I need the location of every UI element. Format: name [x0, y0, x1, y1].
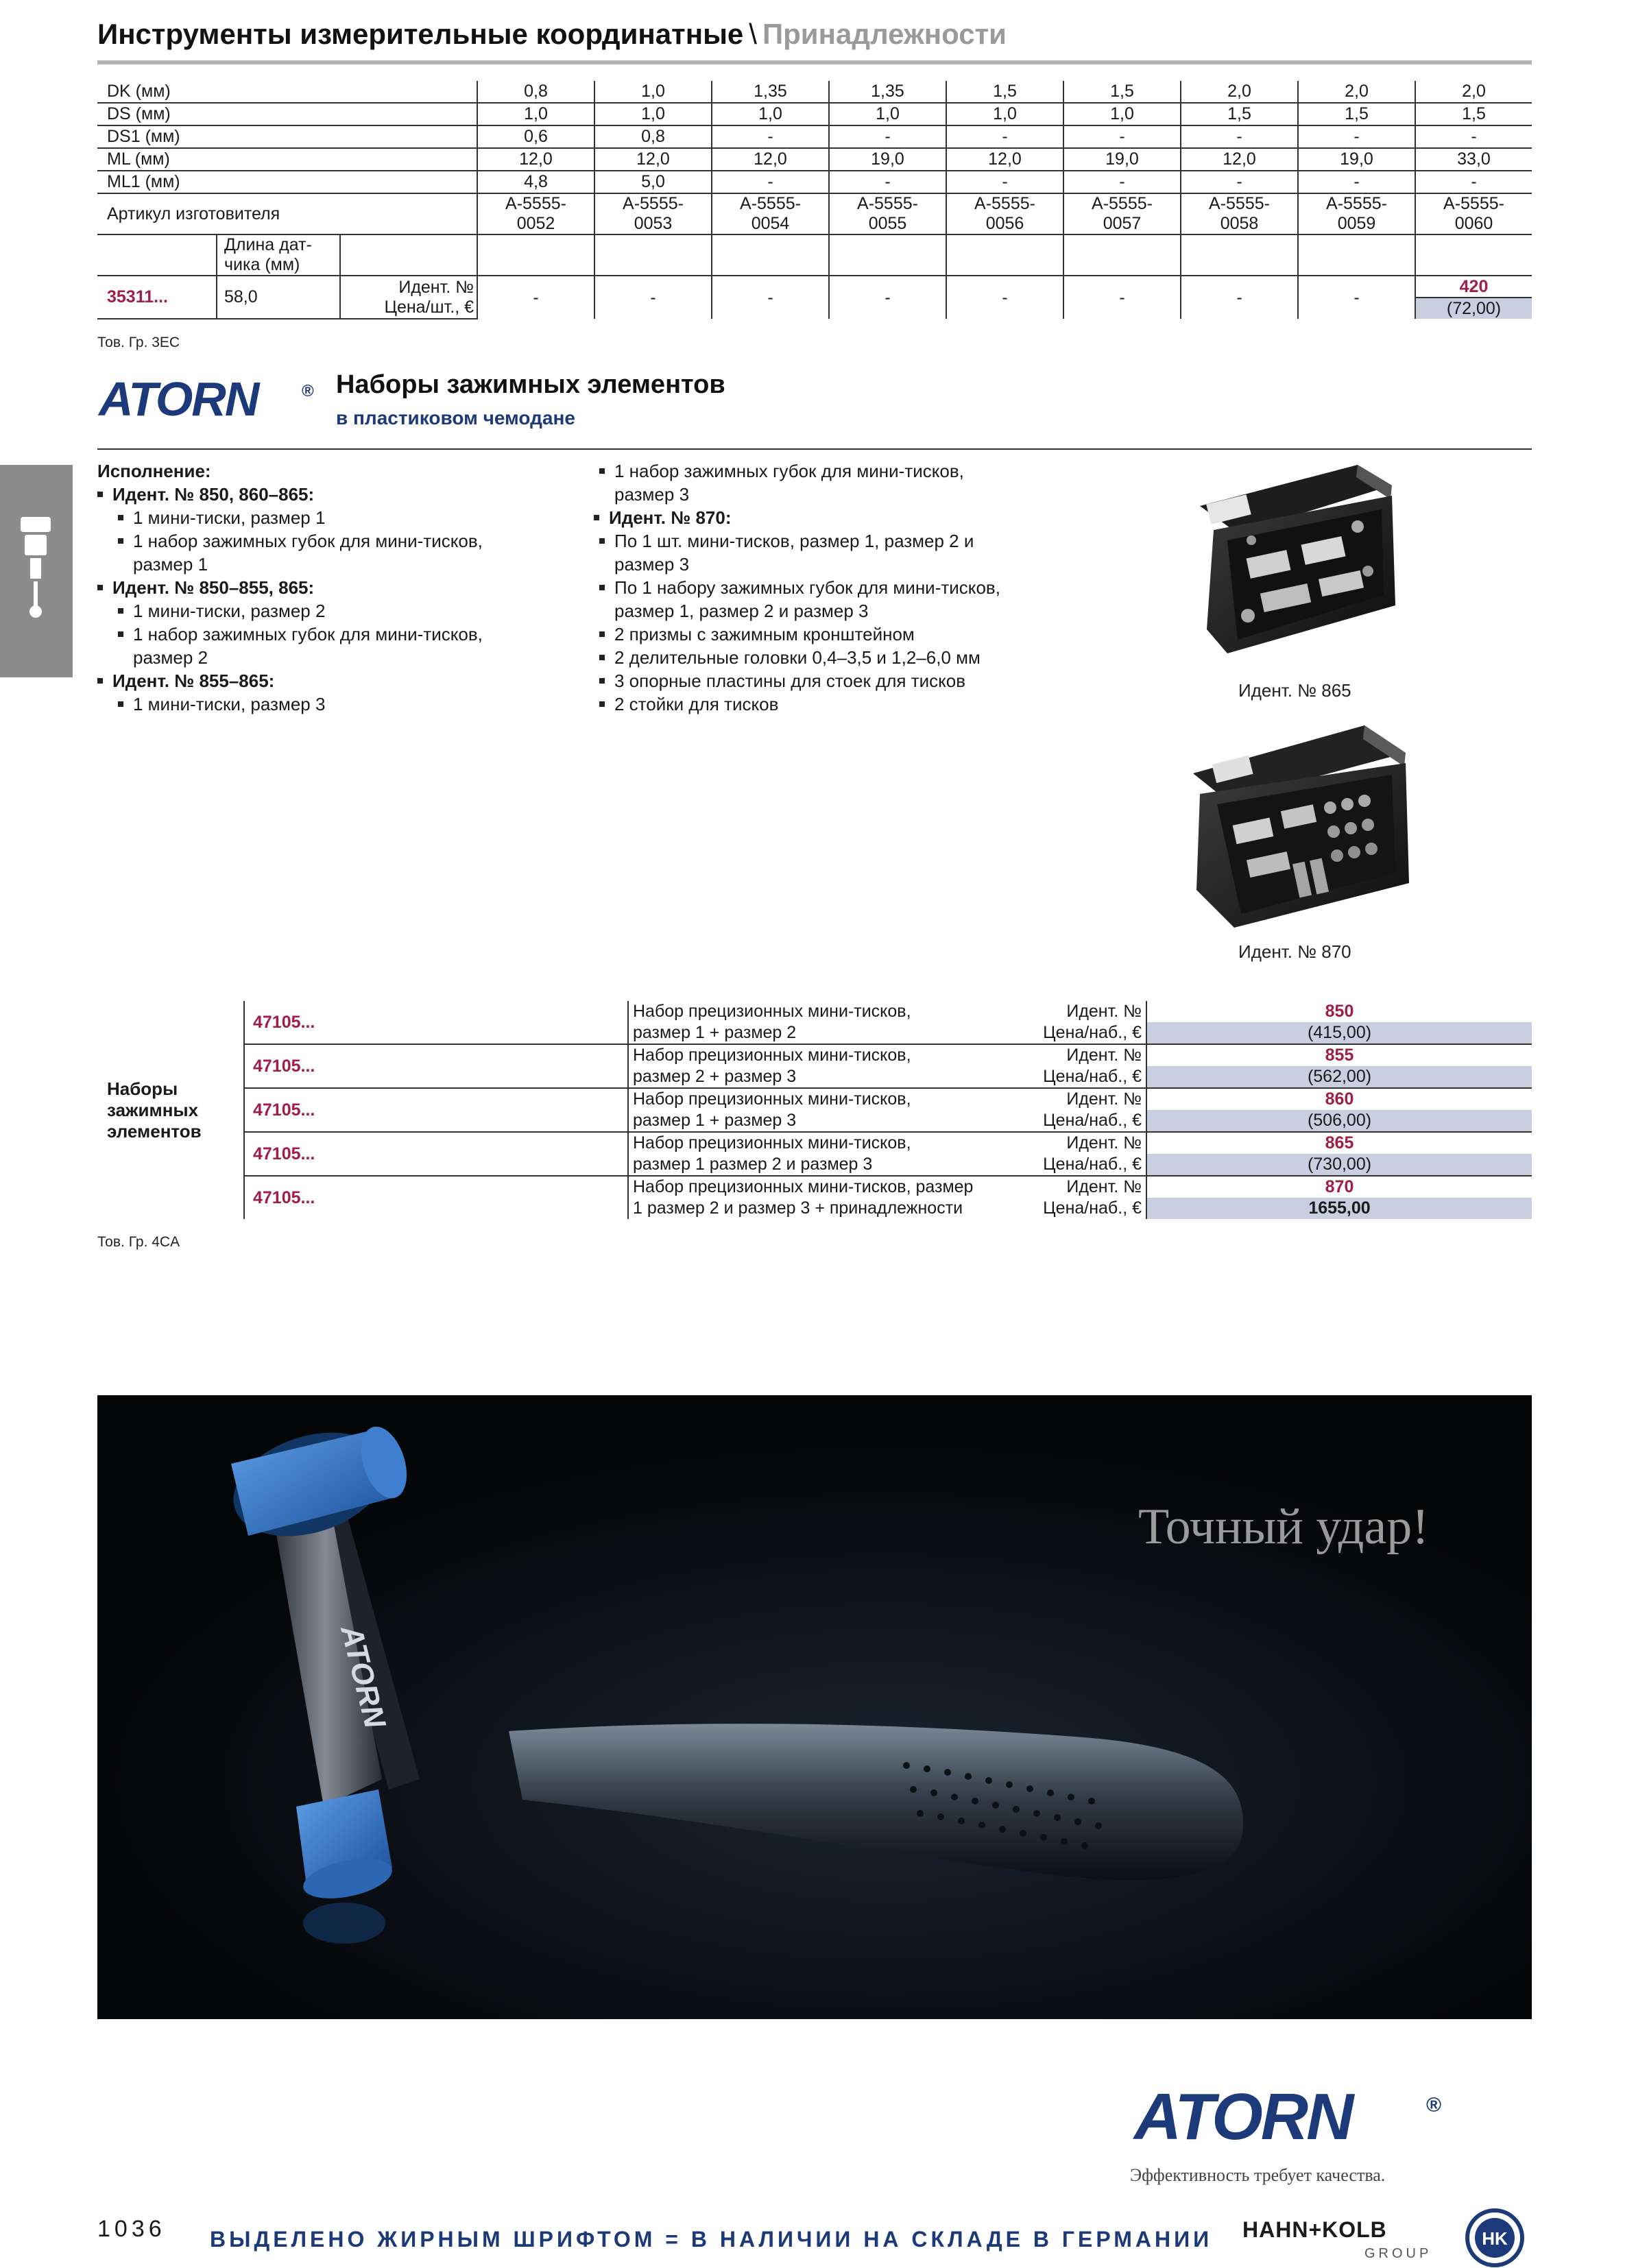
- mfr-cell: A-5555- 0056: [946, 193, 1063, 234]
- list-group-title: Идент. № 855–865:: [97, 669, 591, 692]
- spec-row-length-header: [97, 234, 1532, 276]
- atorn-logo: [97, 376, 324, 421]
- spec-cell: -: [712, 171, 829, 193]
- page-title: Инструменты измерительные координатные: [97, 18, 744, 50]
- spec-cell: 4,8: [477, 171, 594, 193]
- spec-cell: 0,8: [594, 125, 712, 148]
- banner-slogan: Точный удар!: [1138, 1499, 1429, 1555]
- spec-cell: 1,0: [1063, 103, 1181, 125]
- price-value: (730,00): [1146, 1154, 1532, 1176]
- hammer-brand-text: ATORN: [334, 1621, 392, 1732]
- list-item: По 1 набору зажимных губок для мини-тисков,: [594, 576, 1087, 599]
- image-caption: Идент. № 870: [1238, 941, 1351, 962]
- spec-cell: -: [829, 125, 946, 148]
- spec-cell: 19,0: [1063, 148, 1181, 171]
- page-header: [97, 18, 1007, 51]
- list-item: 2 призмы с зажимным кронштейном: [594, 623, 1087, 646]
- list-group-title: Идент. № 850–855, 865:: [97, 576, 591, 599]
- svg-text:ATORN: ATORN: [1134, 2084, 1352, 2147]
- ident-cell: -: [946, 276, 1063, 319]
- clamping-sets-table: [97, 1001, 1532, 1219]
- spec-cell: 0,8: [477, 81, 594, 103]
- page-subtitle: Принадлежности: [762, 18, 1007, 50]
- spec-cell: -: [946, 171, 1063, 193]
- ident-cell: -: [1181, 276, 1298, 319]
- spec-cell: -: [1298, 171, 1415, 193]
- ident-label: Идент. №: [1066, 1046, 1142, 1065]
- set-description: Набор прецизионных мини-тисков, размер: [628, 1176, 1009, 1198]
- list-item: 3 опорные пластины для стоек для тисков: [594, 669, 1087, 692]
- ident-cell: -: [477, 276, 594, 319]
- set-description: размер 2 + размер 3: [628, 1066, 1009, 1088]
- list-item: 1 мини-тиски, размер 3: [97, 692, 591, 716]
- table-row: [97, 1044, 1532, 1066]
- ident-cell: -: [594, 276, 712, 319]
- price-label: Цена/наб., €: [1009, 1022, 1146, 1044]
- list-item: 1 мини-тиски, размер 2: [97, 599, 591, 623]
- list-item-cont: размер 1, размер 2 и размер 3: [614, 601, 869, 621]
- header-separator: \: [749, 18, 757, 50]
- list-item-cont: размер 3: [614, 554, 690, 575]
- mfr-label: Артикул изготовителя: [97, 193, 477, 234]
- hahn-kolb-emblem: [1465, 2208, 1525, 2268]
- table-row: [97, 1132, 1532, 1154]
- mfr-cell: A-5555- 0054: [712, 193, 829, 234]
- spec-cell: 1,5: [1181, 103, 1298, 125]
- list-item-cont: размер 1: [133, 554, 208, 575]
- spec-row-dk: [97, 81, 1532, 103]
- mfr-cell: A-5555- 0059: [1298, 193, 1415, 234]
- spec-cell: 12,0: [712, 148, 829, 171]
- spec-cell: -: [1415, 125, 1532, 148]
- mfr-cell: A-5555- 0058: [1181, 193, 1298, 234]
- length-header: Длина дат- чика (мм): [217, 234, 340, 276]
- ident-number[interactable]: 850: [1146, 1001, 1532, 1022]
- spec-cell: -: [1181, 171, 1298, 193]
- ident-number[interactable]: 420: [1416, 276, 1532, 298]
- list-item: 2 стойки для тисков: [594, 692, 1087, 716]
- spec-cell: 19,0: [829, 148, 946, 171]
- spec-cell: 12,0: [1181, 148, 1298, 171]
- clamping-set-865-image: [1186, 458, 1406, 657]
- ident-cell: -: [1063, 276, 1181, 319]
- list-item: По 1 шт. мини-тисков, размер 1, размер 2 и: [594, 529, 1087, 553]
- ident-cell: -: [1298, 276, 1415, 319]
- section-title: Наборы зажимных элементов: [336, 370, 725, 399]
- spec-row-mfr: [97, 193, 1532, 234]
- spec-row-ml: [97, 148, 1532, 171]
- spec-cell: 1,0: [477, 103, 594, 125]
- section-subtitle: в пластиковом чемодане: [336, 407, 575, 429]
- list-item: 1 мини-тиски, размер 1: [97, 506, 591, 529]
- spec-row-article: [97, 276, 1532, 319]
- price-value: (72,00): [1416, 298, 1532, 319]
- article-number[interactable]: 47105...: [244, 1132, 628, 1176]
- page-number: 1036: [97, 2216, 166, 2242]
- stock-note: ВЫДЕЛЕНО ЖИРНЫМ ШРИФТОМ = В НАЛИЧИИ НА СКЛАДЕ В ГЕРМАНИИ: [210, 2227, 1213, 2252]
- header-rule: [97, 60, 1532, 64]
- set-description: Набор прецизионных мини-тисков,: [628, 1088, 1009, 1110]
- svg-text:®: ®: [302, 382, 314, 400]
- set-description: Набор прецизионных мини-тисков,: [628, 1132, 1009, 1154]
- spec-cell: -: [1415, 171, 1532, 193]
- mfr-cell: A-5555- 0052: [477, 193, 594, 234]
- svg-text:®: ®: [1426, 2094, 1442, 2116]
- list-heading: Исполнение:: [97, 461, 211, 481]
- spec-cell: -: [1181, 125, 1298, 148]
- hammer-banner: [97, 1395, 1532, 2019]
- versions-list-right: [594, 459, 1087, 716]
- hammer-illustration: [97, 1395, 1532, 2019]
- set-description: Набор прецизионных мини-тисков,: [628, 1044, 1009, 1066]
- price-value: 1655,00: [1146, 1198, 1532, 1219]
- spec-row-ds1: [97, 125, 1532, 148]
- company-name: HAHN+KOLB: [1242, 2217, 1387, 2242]
- ident-number[interactable]: 870: [1146, 1176, 1532, 1198]
- ident-cell: -: [829, 276, 946, 319]
- spec-cell: 5,0: [594, 171, 712, 193]
- price-value: (415,00): [1146, 1022, 1532, 1044]
- mfr-cell: A-5555- 0053: [594, 193, 712, 234]
- spec-cell: 12,0: [477, 148, 594, 171]
- spec-cell: -: [1063, 125, 1181, 148]
- ident-label: Идент. №: [1066, 1089, 1142, 1109]
- price-value: (506,00): [1146, 1110, 1532, 1132]
- table-row: [97, 1088, 1532, 1110]
- list-group-title: Идент. № 870:: [594, 506, 1087, 529]
- spec-cell: -: [1063, 171, 1181, 193]
- spec-cell: 1,35: [829, 81, 946, 103]
- ident-label: Идент. №: [1066, 1002, 1142, 1021]
- spec-label: DS (мм): [97, 103, 477, 125]
- spec-label: ML (мм): [97, 148, 477, 171]
- spec-cell: 1,35: [712, 81, 829, 103]
- atorn-footer-logo: [1133, 2084, 1455, 2147]
- spec-label: ML1 (мм): [97, 171, 477, 193]
- mfr-cell: A-5555- 0057: [1063, 193, 1181, 234]
- set-description: размер 1 + размер 2: [628, 1022, 1009, 1044]
- price-label: Цена/наб., €: [1009, 1110, 1146, 1132]
- ident-cell: -: [712, 276, 829, 319]
- svg-text:ATORN: ATORN: [99, 376, 258, 421]
- spec-cell: 1,0: [946, 103, 1063, 125]
- ident-label: Идент. №: [1066, 1177, 1142, 1196]
- spec-table: [97, 81, 1532, 319]
- sets-group-label: Наборы зажимных элементов: [107, 1078, 202, 1142]
- spec-cell: 1,0: [712, 103, 829, 125]
- mfr-cell: A-5555- 0060: [1415, 193, 1532, 234]
- spec-cell: -: [829, 171, 946, 193]
- spec-cell: 12,0: [594, 148, 712, 171]
- ident-price-cell: [1415, 276, 1532, 319]
- article-number[interactable]: 47105...: [244, 1044, 628, 1088]
- image-caption: Идент. № 865: [1238, 680, 1351, 701]
- set-description: размер 1 + размер 3: [628, 1110, 1009, 1132]
- spec-cell: 2,0: [1181, 81, 1298, 103]
- list-group-title: Идент. № 850, 860–865:: [97, 483, 591, 506]
- list-item: 1 набор зажимных губок для мини-тисков,: [97, 529, 591, 553]
- spec-cell: 2,0: [1415, 81, 1532, 103]
- spec-cell: 33,0: [1415, 148, 1532, 171]
- ident-number[interactable]: 855: [1146, 1044, 1532, 1066]
- spec-cell: 1,0: [829, 103, 946, 125]
- spec-row-ds: [97, 103, 1532, 125]
- price-label: Цена/наб., €: [1009, 1154, 1146, 1176]
- list-item-cont: размер 2: [133, 647, 208, 668]
- article-number[interactable]: 47105...: [244, 1088, 628, 1132]
- spec-cell: 1,0: [594, 103, 712, 125]
- table-row: [97, 1176, 1532, 1198]
- brand-tagline: Эффективность требует качества.: [1130, 2165, 1386, 2185]
- table-row: [97, 1001, 1532, 1022]
- list-item: 2 делительные головки 0,4–3,5 и 1,2–6,0 мм: [594, 646, 1087, 669]
- section-rule: [97, 448, 1532, 450]
- spec-cell: 12,0: [946, 148, 1063, 171]
- set-description: 1 размер 2 и размер 3 + принадлежности: [628, 1198, 1009, 1219]
- ident-number[interactable]: 860: [1146, 1088, 1532, 1110]
- set-description: размер 1 размер 2 и размер 3: [628, 1154, 1009, 1176]
- spec-cell: 1,5: [946, 81, 1063, 103]
- set-description: Набор прецизионных мини-тисков,: [628, 1001, 1009, 1022]
- price-label: Цена/наб., €: [1009, 1066, 1146, 1088]
- spec-cell: -: [1298, 125, 1415, 148]
- versions-list-left: [97, 459, 591, 716]
- spec-cell: 1,5: [1415, 103, 1532, 125]
- spec-row-ml1: [97, 171, 1532, 193]
- list-item: 1 набор зажимных губок для мини-тисков,: [594, 459, 1087, 483]
- company-group: GROUP: [1364, 2246, 1432, 2261]
- spec-label: DS1 (мм): [97, 125, 477, 148]
- article-number[interactable]: 35311...: [97, 276, 217, 319]
- spec-cell: 1,0: [594, 81, 712, 103]
- spec-cell: -: [946, 125, 1063, 148]
- product-group-code: Тов. Гр. 3EC: [97, 335, 180, 350]
- length-value: 58,0: [217, 276, 340, 319]
- clamping-set-870-image: [1186, 719, 1419, 931]
- probe-icon: [15, 514, 56, 624]
- svg-text:HK: HK: [1482, 2228, 1508, 2249]
- ident-price-labels: Идент. № Цена/шт., €: [340, 276, 477, 319]
- spec-cell: 0,6: [477, 125, 594, 148]
- spec-cell: 1,5: [1298, 103, 1415, 125]
- article-number[interactable]: 47105...: [244, 1176, 628, 1219]
- ident-number[interactable]: 865: [1146, 1132, 1532, 1154]
- mfr-cell: A-5555- 0055: [829, 193, 946, 234]
- spec-cell: 2,0: [1298, 81, 1415, 103]
- spec-cell: -: [712, 125, 829, 148]
- price-value: (562,00): [1146, 1066, 1532, 1088]
- ident-label: Идент. №: [1066, 1133, 1142, 1153]
- spec-cell: 19,0: [1298, 148, 1415, 171]
- list-item: 1 набор зажимных губок для мини-тисков,: [97, 623, 591, 646]
- spec-label: DK (мм): [97, 81, 477, 103]
- spec-cell: 1,5: [1063, 81, 1181, 103]
- price-label: Цена/наб., €: [1043, 1198, 1142, 1218]
- list-item-cont: размер 3: [614, 484, 690, 505]
- product-group-code: Тов. Гр. 4CA: [97, 1234, 180, 1250]
- article-number[interactable]: 47105...: [244, 1001, 628, 1044]
